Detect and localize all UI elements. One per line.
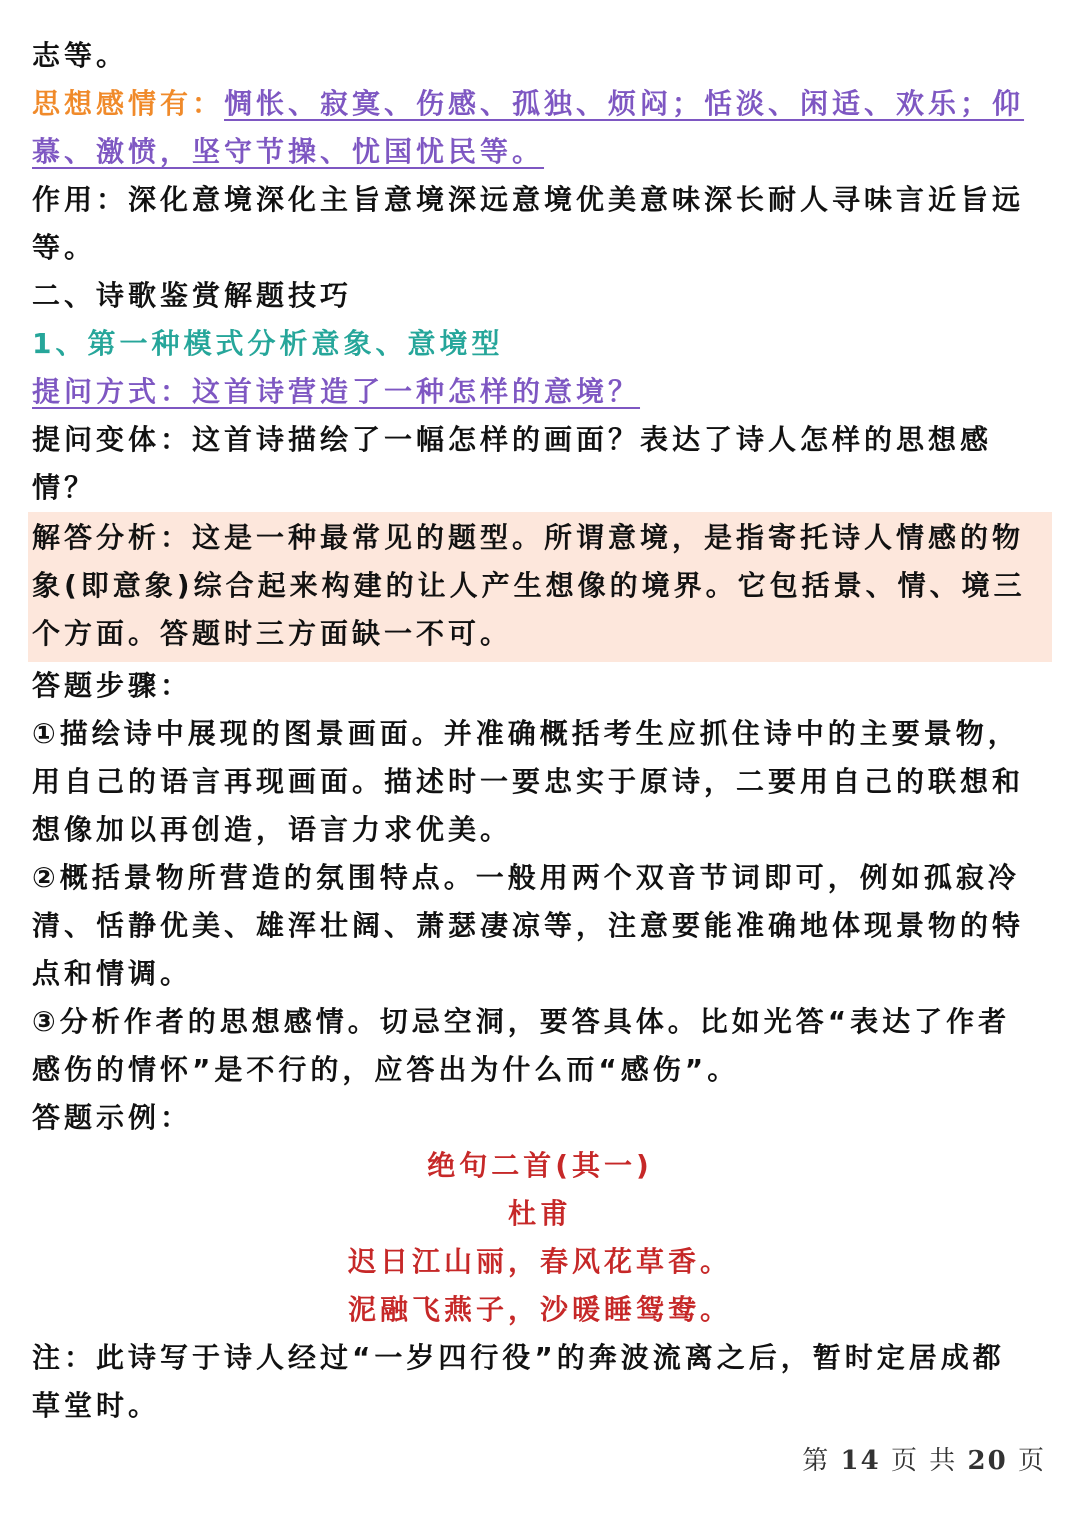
step1-line-1: ①描绘诗中展现的图景画面。并准确概括考生应抓住诗中的主要景物，	[32, 717, 1020, 750]
poem-line-2: 泥融飞燕子，沙暖睡鸳鸯。	[347, 1293, 732, 1326]
section-heading: 二、诗歌鉴赏解题技巧	[32, 279, 353, 312]
steps-title: 答题步骤：	[32, 669, 193, 702]
effect-line-2: 等。	[32, 231, 97, 264]
sentiment-list: 惆怅、寂寞、伤感、孤独、烦闷；恬淡、闲适、欢乐；仰	[224, 87, 1025, 120]
effect-line-1: 作用：深化意境深化主旨意境深远意境优美意味深长耐人寻味言近旨远	[32, 183, 1025, 216]
step1-line-2: 用自己的语言再现画面。描述时一要忠实于原诗，二要用自己的联想和	[32, 765, 1025, 798]
step2-line-3: 点和情调。	[32, 957, 193, 990]
example-title: 答题示例：	[32, 1101, 193, 1134]
step2-line-1: ②概括景物所营造的氛围特点。一般用两个双音节词即可，例如孤寂冷	[32, 861, 1020, 894]
step3-line-2: 感伤的情怀”是不行的，应答出为什么而“感伤”。	[32, 1053, 740, 1086]
page-footer	[802, 1440, 1046, 1477]
note-line-2: 草堂时。	[32, 1389, 161, 1422]
analysis-line-1: 解答分析：这是一种最常见的题型。所谓意境，是指寄托诗人情感的物	[32, 521, 1025, 554]
footer-suffix: 页	[1017, 1446, 1046, 1476]
variant-line-1: 提问变体：这首诗描绘了一幅怎样的画面？表达了诗人怎样的思想感	[32, 423, 993, 456]
question-way: 提问方式：这首诗营造了一种怎样的意境？	[32, 375, 641, 408]
footer-middle: 页 共	[891, 1446, 958, 1476]
poem-line-1: 迟日江山丽，春风花草香。	[347, 1245, 732, 1278]
sentiment-label: 思想感情有：	[32, 87, 225, 120]
poem-author: 杜甫	[507, 1197, 572, 1230]
analysis-line-3: 个方面。答题时三方面缺一不可。	[32, 617, 513, 650]
step3-line-1: ③分析作者的思想感情。切忌空洞，要答具体。比如光答“表达了作者	[32, 1005, 1011, 1038]
text-line: 志等。	[32, 39, 129, 72]
total-page-number: 20	[967, 1446, 1008, 1476]
sentiment-list-cont: 慕、激愤，坚守节操、忧国忧民等。	[32, 135, 545, 168]
analysis-highlight-box	[28, 512, 1052, 662]
step2-line-2: 清、恬静优美、雄浑壮阔、萧瑟凄凉等，注意要能准确地体现景物的特	[32, 909, 1025, 942]
sentiment-line-2	[32, 128, 1048, 176]
footer-prefix: 第	[802, 1446, 831, 1476]
poem-title: 绝句二首(其一)	[427, 1149, 653, 1182]
question-way-line	[32, 368, 1048, 416]
sentiment-line-1	[32, 80, 1048, 128]
step1-line-3: 想像加以再创造，语言力求优美。	[32, 813, 513, 846]
analysis-line-2: 象(即意象)综合起来构建的让人产生想像的境界。它包括景、情、境三	[32, 569, 1026, 602]
document-page	[32, 32, 1048, 1430]
variant-line-2: 情？	[32, 471, 97, 504]
current-page-number: 14	[840, 1446, 881, 1476]
note-line-1: 注：此诗写于诗人经过“一岁四行役”的奔波流离之后，暂时定居成都	[32, 1341, 1005, 1374]
mode-heading: 1、第一种模式分析意象、意境型	[32, 327, 504, 360]
